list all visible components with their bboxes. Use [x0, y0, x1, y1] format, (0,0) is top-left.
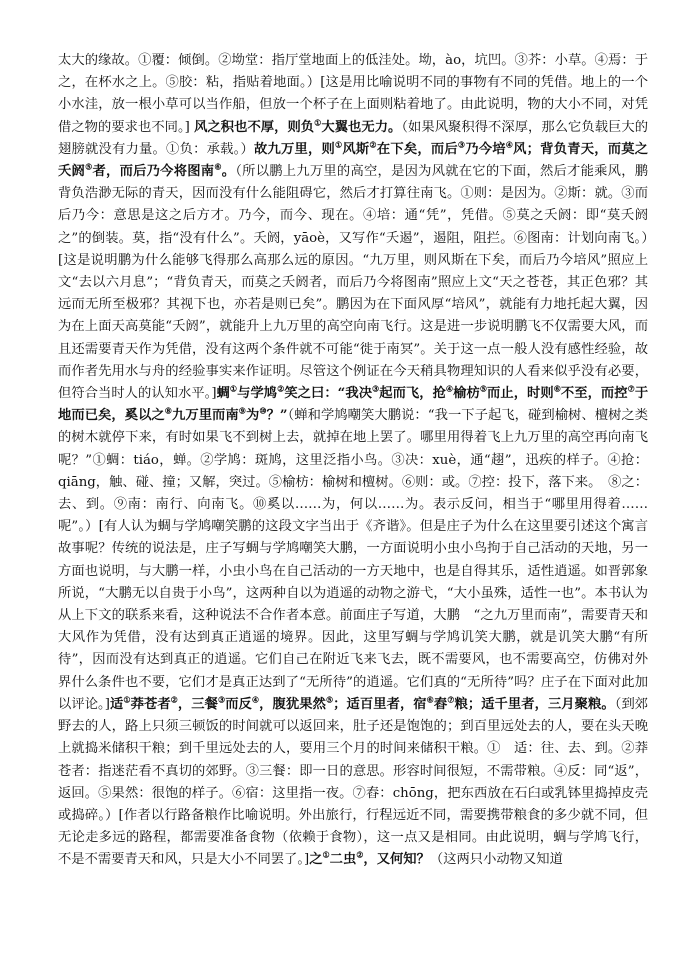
footnote-marker: ③	[217, 694, 226, 705]
footnote-marker: ①	[314, 117, 322, 128]
footnote-marker: ⑦	[447, 694, 455, 705]
footnote-marker: ⑥	[214, 161, 222, 172]
classical-text: 九万里而南	[172, 408, 239, 424]
classical-text: 笑之曰：“我决	[284, 386, 373, 402]
footnote-marker: ②	[369, 139, 377, 150]
classical-text: 风；背负青天，而莫之夭阏	[58, 141, 649, 180]
classical-text: 不至，而控	[560, 386, 628, 402]
footnote-marker: ④	[251, 694, 260, 705]
footnote-marker: ②	[356, 849, 364, 860]
footnote-marker: ⑤	[85, 161, 93, 172]
classical-text: 之	[309, 852, 323, 868]
footnote-marker: ④	[445, 383, 454, 394]
classical-text: 而反	[225, 696, 252, 712]
footnote-marker: ③	[457, 139, 466, 150]
footnote-marker: ②	[170, 694, 178, 705]
footnote-marker: ⑧	[164, 405, 172, 416]
classical-text: 在下矣，而后	[376, 141, 458, 157]
classical-text: ，三餐	[177, 696, 218, 712]
classical-text: 大翼也无力。	[321, 119, 402, 135]
annotation-text: （所以鹏上九万里的高空，是因为风就在它的下面，然后才能乘风，鹏背负浩渺无际的青天，因而没有什么能阻碍它，然后才打算往南飞。①则：是因为。②斯：就。③而后乃今：意思是这之后方才。乃今，而今、现在。④培：通“凭”，凭借。⑤莫之夭阏：即“莫夭阏之”的倒装。莫，指“没有什么”。夭阏，yāoè，又写作“夭遏”，遏阻，阻拦。⑥图南：计划向南飞。）[这是说明鹏为什么能够飞得那么高那么远的原因。“九万里，则风斯在下矣，而后乃今培风”照应上文“去以六月息”；“背负青天，而莫之夭阏者，而后乃今将图南”照应上文“天之苍苍，其正色邪？其远而无所至极邪？其视下也，亦若是则已矣”。鹏因为在下面风厚“培风”，就能有力地托起大翼，因为在上面天高莫能“夭阏”，就能升上九万里的高空向南飞行。这是进一步说明鹏飞不仅需要大风，而且还需要青天作为凭借，没有这两个条件就不可能“徙于南冥”。关于这一点一般人没有感性经验，故而作者先用水与舟的经验事实来作证明。尽管这个例证在今天稍具物理知识的人看来似乎没有必要，但符合当时人的认知水平。]	[58, 164, 649, 402]
classical-text: 二虫	[329, 852, 357, 868]
classical-text: 乃今培	[465, 141, 506, 157]
footnote-marker: ⑨	[238, 405, 246, 416]
footnote-marker: ⑦	[627, 383, 635, 394]
classical-text: 与学鸠	[237, 386, 278, 402]
footnote-marker: ①	[335, 139, 343, 150]
footnote-marker: ⑥	[553, 383, 561, 394]
classical-text: 舂	[433, 696, 448, 712]
classical-text: ，又何知？	[363, 852, 430, 868]
footnote-marker: ③	[372, 383, 380, 394]
classical-text: 于地而已矣，奚以之	[58, 386, 649, 424]
classical-text: ；适百里者，宿	[333, 696, 427, 712]
classical-text: 为	[245, 408, 260, 424]
annotation-text: （蝉和学鸠嘲笑大鹏说：“我一下子起飞，碰到榆树、檀树之类的树木就停下来，有时如果飞不到树上去，就掉在地上罢了。哪里用得着飞上九万里的高空再向南飞呢？”①蜩：tiáo，蝉。②学鸠：斑鸠，这里泛指小鸟。③决：xuè，通“趐”，迅疾的样子。④抢：qiāng，触、碰、撞；又解，突过。⑤榆枋：榆树和檀树。⑥则：或。⑦控：投下，落下来。 ⑧之：去、到。⑨南：南行、向南飞。⑩奚以……为，何以……为。表示反问，相当于“哪里用得着……呢”。）[有人认为蜩与学鸠嘲笑鹏的这段文字当出于《齐谐》。但是庄子为什么在这里要引述这个寓言故事呢？传统的说法是，庄子写蜩与学鸠嘲笑大鹏，一方面说明小虫小鸟拘于自己活动的天地，另一方面也说明，与大鹏一样，小虫小鸟在自己活动的一方天地中，也是自得其乐，适性逍遥。如晋郭象所说，“大鹏无以自贵于小鸟”，这两种自以为逍遥的动物之游弋，“大小虽殊，适性一也”。本书认为从上下文的联系来看，这种说法不合作者本意。前面庄子写道，大鹏 “之九万里而南”，需要青天和大风作为凭借，没有达到真正逍遥的境界。因此，这里写蜩与学鸠讥笑大鹏，就是讥笑大鹏“有所待”，因而没有达到真正的逍遥。它们自己在附近飞来飞去，既不需要风，也不需要高空，仿佛对外界什么条件也不要，它们才是真正达到了“无所待”的逍遥。它们真的“无所待”吗？庄子在下面对此加以评论。]	[58, 408, 649, 712]
annotation-text: （到郊野去的人，路上只须三顿饭的时间就可以返回来，肚子还是饱饱的；到百里远处去的人，要在头天晚上就捣米储积干粮；到千里远处去的人，要用三个月的时间来储积干粮。① 适：往、去、到。②莽苍者：指迷茫看不真切的郊野。③三餐：即一日的意思。形容时间很短，不需带粮。④反：同“返”，返回。⑤果然：很饱的样子。⑥宿：这里指一夜。⑦舂：chōng，把东西放在石臼或乳钵里捣掉皮壳或捣碎。）[作者以行路备粮作比喻说明。外出旅行，行程远近不同，需要携带粮食的多少就不同，但无论走多远的路程，都需要准备食物（依赖于食物），这一点又是相同。由此说明，蜩与学鸠飞行，不是不需要青天和风，只是大小不同罢了。]	[58, 696, 649, 868]
classical-text: 者，而后乃今将图南	[92, 164, 215, 180]
footnote-marker: ⑩	[259, 405, 267, 416]
classical-text: 故九万里，则	[253, 141, 336, 157]
classical-text: ，腹犹果然	[259, 696, 326, 712]
classical-text: 榆枋	[453, 386, 480, 402]
footnote-marker: ⑤	[479, 383, 488, 394]
footnote-marker: ⑥	[426, 694, 434, 705]
classical-text: 莽苍者	[130, 696, 171, 712]
footnote-marker: ⑤	[325, 694, 334, 705]
footnote-marker: ④	[505, 139, 514, 150]
classical-text: ？”	[266, 408, 288, 424]
classical-text: 风之积也不厚，则负	[194, 119, 315, 135]
footnote-marker: ①	[123, 694, 131, 705]
classical-text: 蜩	[216, 386, 230, 402]
footnote-marker: ①	[229, 383, 238, 394]
footnote-marker: ①	[322, 849, 330, 860]
annotation-text: （如果风聚积得不深厚，那么它负载巨大的翅膀就没有力量。①负：承载。）	[58, 119, 649, 157]
annotation-text: （这两只小动物又知道	[429, 852, 563, 868]
footnote-marker: ②	[277, 383, 285, 394]
classical-text: 。	[221, 164, 236, 180]
classical-text: 起而飞，抢	[379, 386, 446, 402]
body-text	[58, 50, 648, 872]
annotation-text: 太大的缘故。①覆：倾倒。②坳堂：指厅堂地面上的低洼处。坳，ào，坑凹。③芥：小草。④焉：于之，在杯水之上。⑤胶：粘，指贴着地面。）[这是用比喻说明不同的事物有不同的凭借。地上的一个小水洼，放一根小草可以当作船，但放一个杯子在上面则粘着地了。由此说明，物的大小不同，对凭借之物的要求也不同。]	[58, 53, 648, 135]
classical-text: 风斯	[342, 141, 370, 157]
classical-text: 适	[109, 696, 124, 712]
classical-text: 而止，时则	[487, 386, 554, 402]
classical-text: 粮；适千里者，三月聚粮。	[454, 696, 615, 712]
